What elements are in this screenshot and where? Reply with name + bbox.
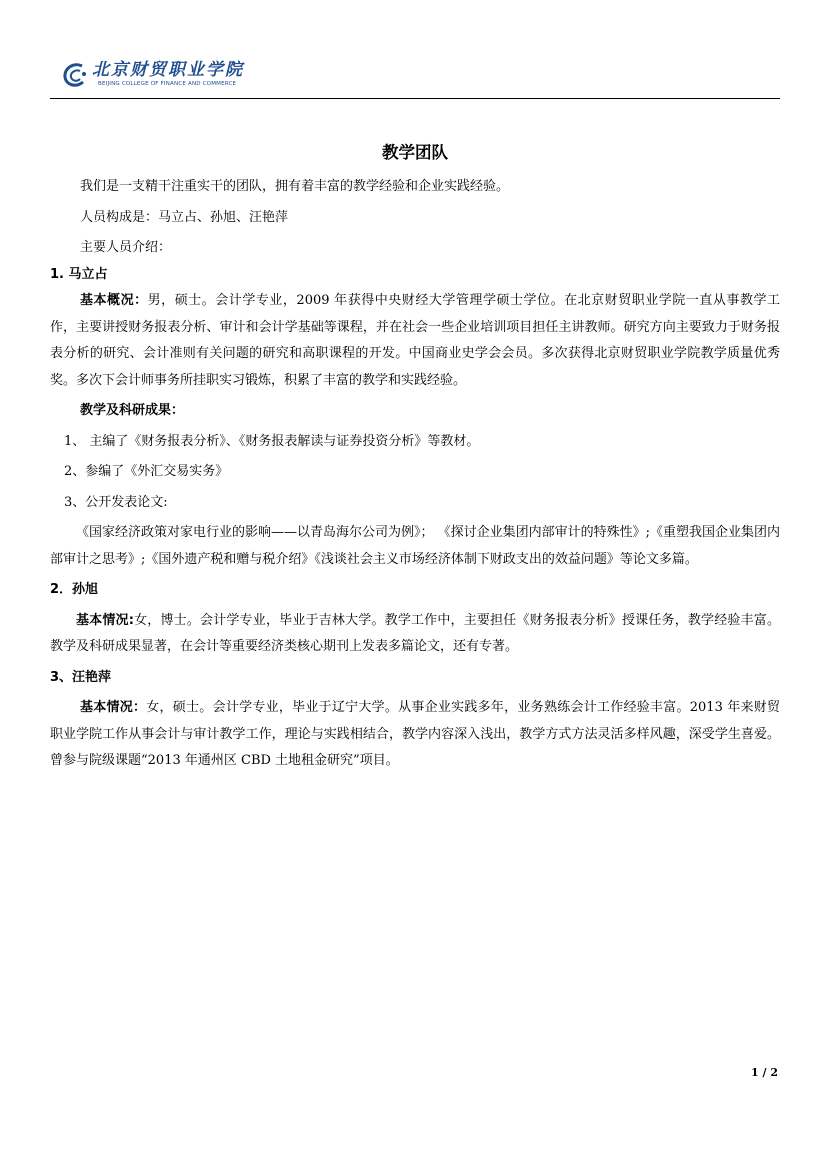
person1-overview xyxy=(50,288,780,394)
person1-achievements-label: 教学及科研成果： xyxy=(80,403,185,418)
page-number: 1 / 2 xyxy=(751,1066,778,1079)
person1-overview-text: 男，硕士。会计学专业，2009 年获得中央财经大学管理学硕士学位。在北京财贸职业学院一直从事教学工作，主要讲授财务报表分析、审计和会计学基础等课程，并在社会一些企业培训项目担任主讲教师。研究方向主要致力于财务报表分析的研究、会计准则有关问题的研究和高职课程的开发。中国商业史学会会员。多次获得北京财贸职业学院教学质量优秀奖。多次下会计师事务所挂职实习锻炼，积累了丰富的教学和实践经验。 xyxy=(50,293,780,388)
person1-papers: 《国家经济政策对家电行业的影响——以青岛海尔公司为例》； 《探讨企业集团内部审计的特殊性》;《重塑我国企业集团内部审计之思考》;《国外遗产税和赠与税介绍》《浅谈社会主义市场经济体制下财政支出的效益问题》等论文多篇。 xyxy=(50,525,781,567)
person1-item-1: 1、 主编了《财务报表分析》、《财务报表解读与证券投资分析》等教材。 xyxy=(64,433,480,449)
logo-english-name: BEIJING COLLEGE OF FINANCE AND COMMERCE xyxy=(98,81,237,87)
person2-overview-text: 女，博士。会计学专业，毕业于吉林大学。教学工作中，主要担任《财务报表分析》授课任务，教学经验丰富。教学及科研成果显著，在会计等重要经济类核心期刊上发表多篇论文，还有专著。 xyxy=(50,612,780,654)
person1-item-3: 3、公开发表论文: xyxy=(64,494,168,510)
college-emblem-icon xyxy=(60,60,90,90)
document-body xyxy=(50,140,780,775)
page-title: 教学团队 xyxy=(382,143,448,162)
person3-heading: 3、汪艳萍 xyxy=(50,669,112,685)
person3-overview-text: 女，硕士。会计学专业，毕业于辽宁大学。从事企业实践多年，业务熟练会计工作经验丰富。2013 年来财贸职业学院工作从事会计与审计教学工作，理论与实践相结合，教学内容深入浅出，教学方式方法灵活多样风趣，深受学生喜爱。曾参与院级课题“2013 年通州区 CBD 土地租金研究”项目。 xyxy=(50,700,780,768)
person1-heading: 1. 马立占 xyxy=(50,266,108,282)
members-intro: 主要人员介绍： xyxy=(80,240,172,255)
person2-heading: 2．孙旭 xyxy=(50,582,99,597)
person1-overview-label: 基本概况： xyxy=(80,293,148,308)
person1-achievements xyxy=(50,398,780,425)
logo-chinese-name: 北京财贸职业学院 xyxy=(92,60,244,80)
college-logo xyxy=(60,60,244,90)
person1-item-2: 2、参编了《外汇交易实务》 xyxy=(64,464,229,479)
person3-overview-label: 基本情况： xyxy=(80,700,147,715)
members-line: 人员构成是：马立占、孙旭、汪艳萍 xyxy=(80,209,289,225)
person2-overview xyxy=(50,608,780,661)
page-header xyxy=(50,56,780,99)
person2-overview-label: 基本情况: xyxy=(76,612,134,628)
person3-overview xyxy=(50,695,780,775)
intro-paragraph: 我们是一支精干注重实干的团队，拥有着丰富的教学经验和企业实践经验。 xyxy=(80,179,510,194)
